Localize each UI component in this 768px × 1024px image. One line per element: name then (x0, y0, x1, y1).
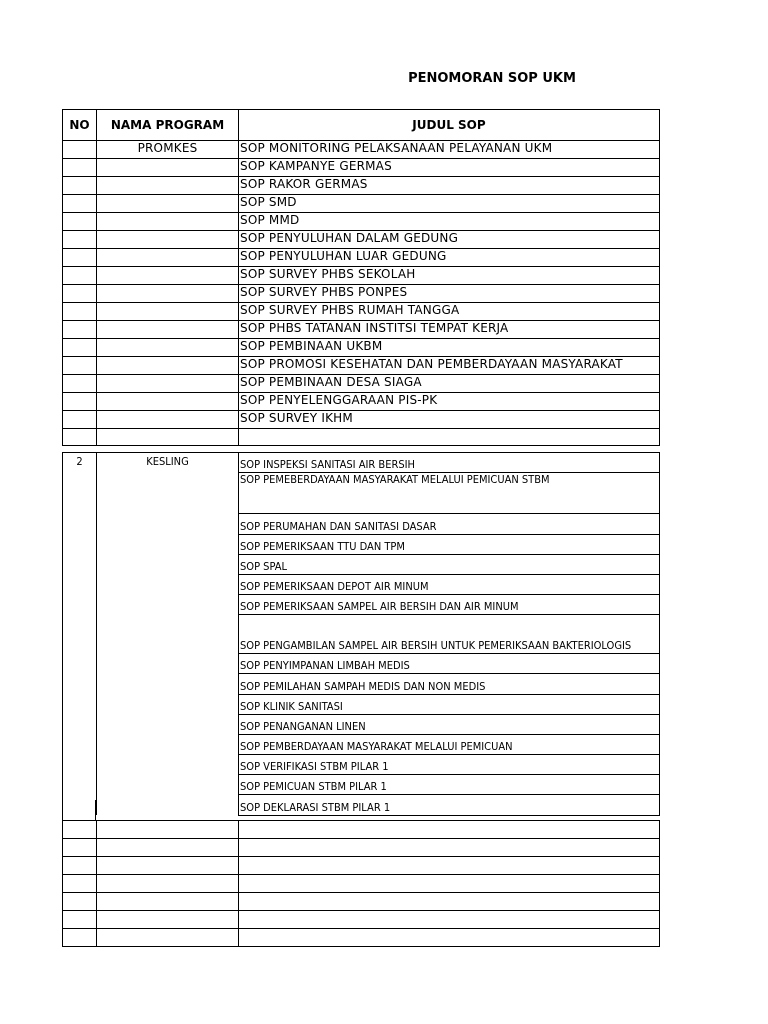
row-no (63, 141, 97, 159)
column-divider (62, 800, 63, 821)
table-row (63, 303, 660, 321)
sop-title: SOP PENYULUHAN DALAM GEDUNG (239, 231, 660, 249)
sop-table-kesling (62, 452, 660, 816)
sop-title: SOP SMD (239, 195, 660, 213)
sop-title: SOP SURVEY PHBS PONPES (239, 285, 660, 303)
promkes-section (63, 141, 660, 446)
sop-title: SOP PROMOSI KESEHATAN DAN PEMBERDAYAAN MASYARAKAT (239, 357, 660, 375)
sop-title: SOP PENYELENGGARAAN PIS-PK (239, 393, 660, 411)
sop-title: SOP KLINIK SANITASI (239, 694, 660, 714)
empty-row (63, 893, 660, 911)
sop-table-promkes (62, 109, 660, 446)
sop-title: SOP MONITORING PELAKSANAAN PELAYANAN UKM (239, 141, 660, 159)
empty-row (63, 929, 660, 947)
sop-title: SOP PEMICUAN STBM PILAR 1 (239, 775, 660, 795)
sop-title: SOP PEMBERDAYAAN MASYARAKAT MELALUI PEMICUAN (239, 734, 660, 754)
table-row (63, 393, 660, 411)
document-title: PENOMORAN SOP UKM (408, 71, 576, 86)
table-row (63, 267, 660, 285)
table-row (63, 321, 660, 339)
table-row (63, 159, 660, 177)
sop-title: SOP PERUMAHAN DAN SANITASI DASAR (239, 514, 660, 534)
empty-row (63, 839, 660, 857)
sop-title: SOP MMD (239, 213, 660, 231)
sop-title: SOP SURVEY IKHM (239, 411, 660, 429)
table-row (63, 231, 660, 249)
sop-title: SOP KAMPANYE GERMAS (239, 159, 660, 177)
sop-title: SOP PEMBINAAN DESA SIAGA (239, 375, 660, 393)
sop-title: SOP PEMBINAAN UKBM (239, 339, 660, 357)
sop-title: SOP PENANGANAN LINEN (239, 714, 660, 734)
sop-title: SOP PENYULUHAN LUAR GEDUNG (239, 249, 660, 267)
table-row (63, 453, 660, 473)
table-row (63, 411, 660, 429)
sop-title: SOP PEMERIKSAAN DEPOT AIR MINUM (239, 574, 660, 594)
sop-title: SOP SURVEY PHBS RUMAH TANGGA (239, 303, 660, 321)
empty-row (63, 857, 660, 875)
empty-row (63, 821, 660, 839)
table-row (63, 249, 660, 267)
row-no: 2 (63, 453, 97, 816)
column-divider (95, 800, 96, 821)
table-row (63, 285, 660, 303)
table-row (63, 339, 660, 357)
program-name: KESLING (97, 453, 239, 816)
sop-title: SOP PEMERIKSAAN TTU DAN TPM (239, 534, 660, 554)
sop-title: SOP PENYIMPANAN LIMBAH MEDIS (239, 654, 660, 674)
sop-title: SOP VERIFIKASI STBM PILAR 1 (239, 754, 660, 774)
sop-title: SOP PEMEBERDAYAAN MASYARAKAT MELALUI PEMICUAN STBM (239, 473, 660, 514)
table-row (63, 213, 660, 231)
header-judul: JUDUL SOP (239, 110, 660, 141)
table-row (63, 141, 660, 159)
sop-title: SOP SPAL (239, 554, 660, 574)
table-row (63, 195, 660, 213)
table-row (63, 375, 660, 393)
empty-row (63, 911, 660, 929)
sop-title: SOP DEKLARASI STBM PILAR 1 (239, 795, 660, 815)
sop-title: SOP PHBS TATANAN INSTITSI TEMPAT KERJA (239, 321, 660, 339)
table-row (63, 177, 660, 195)
table-header-row (63, 110, 660, 141)
header-no: NO (63, 110, 97, 141)
sop-table-empty (62, 820, 660, 947)
sop-title: SOP RAKOR GERMAS (239, 177, 660, 195)
empty-row (63, 875, 660, 893)
empty-row (63, 429, 660, 446)
sop-title: SOP SURVEY PHBS SEKOLAH (239, 267, 660, 285)
header-program: NAMA PROGRAM (97, 110, 239, 141)
sop-title: SOP INSPEKSI SANITASI AIR BERSIH (239, 453, 660, 473)
table-row (63, 357, 660, 375)
program-name: PROMKES (97, 141, 239, 159)
sop-title: SOP PEMERIKSAAN SAMPEL AIR BERSIH DAN AIR MINUM (239, 594, 660, 614)
sop-title: SOP PEMILAHAN SAMPAH MEDIS DAN NON MEDIS (239, 674, 660, 694)
sop-title: SOP PENGAMBILAN SAMPEL AIR BERSIH UNTUK PEMERIKSAAN BAKTERIOLOGIS (239, 615, 660, 654)
